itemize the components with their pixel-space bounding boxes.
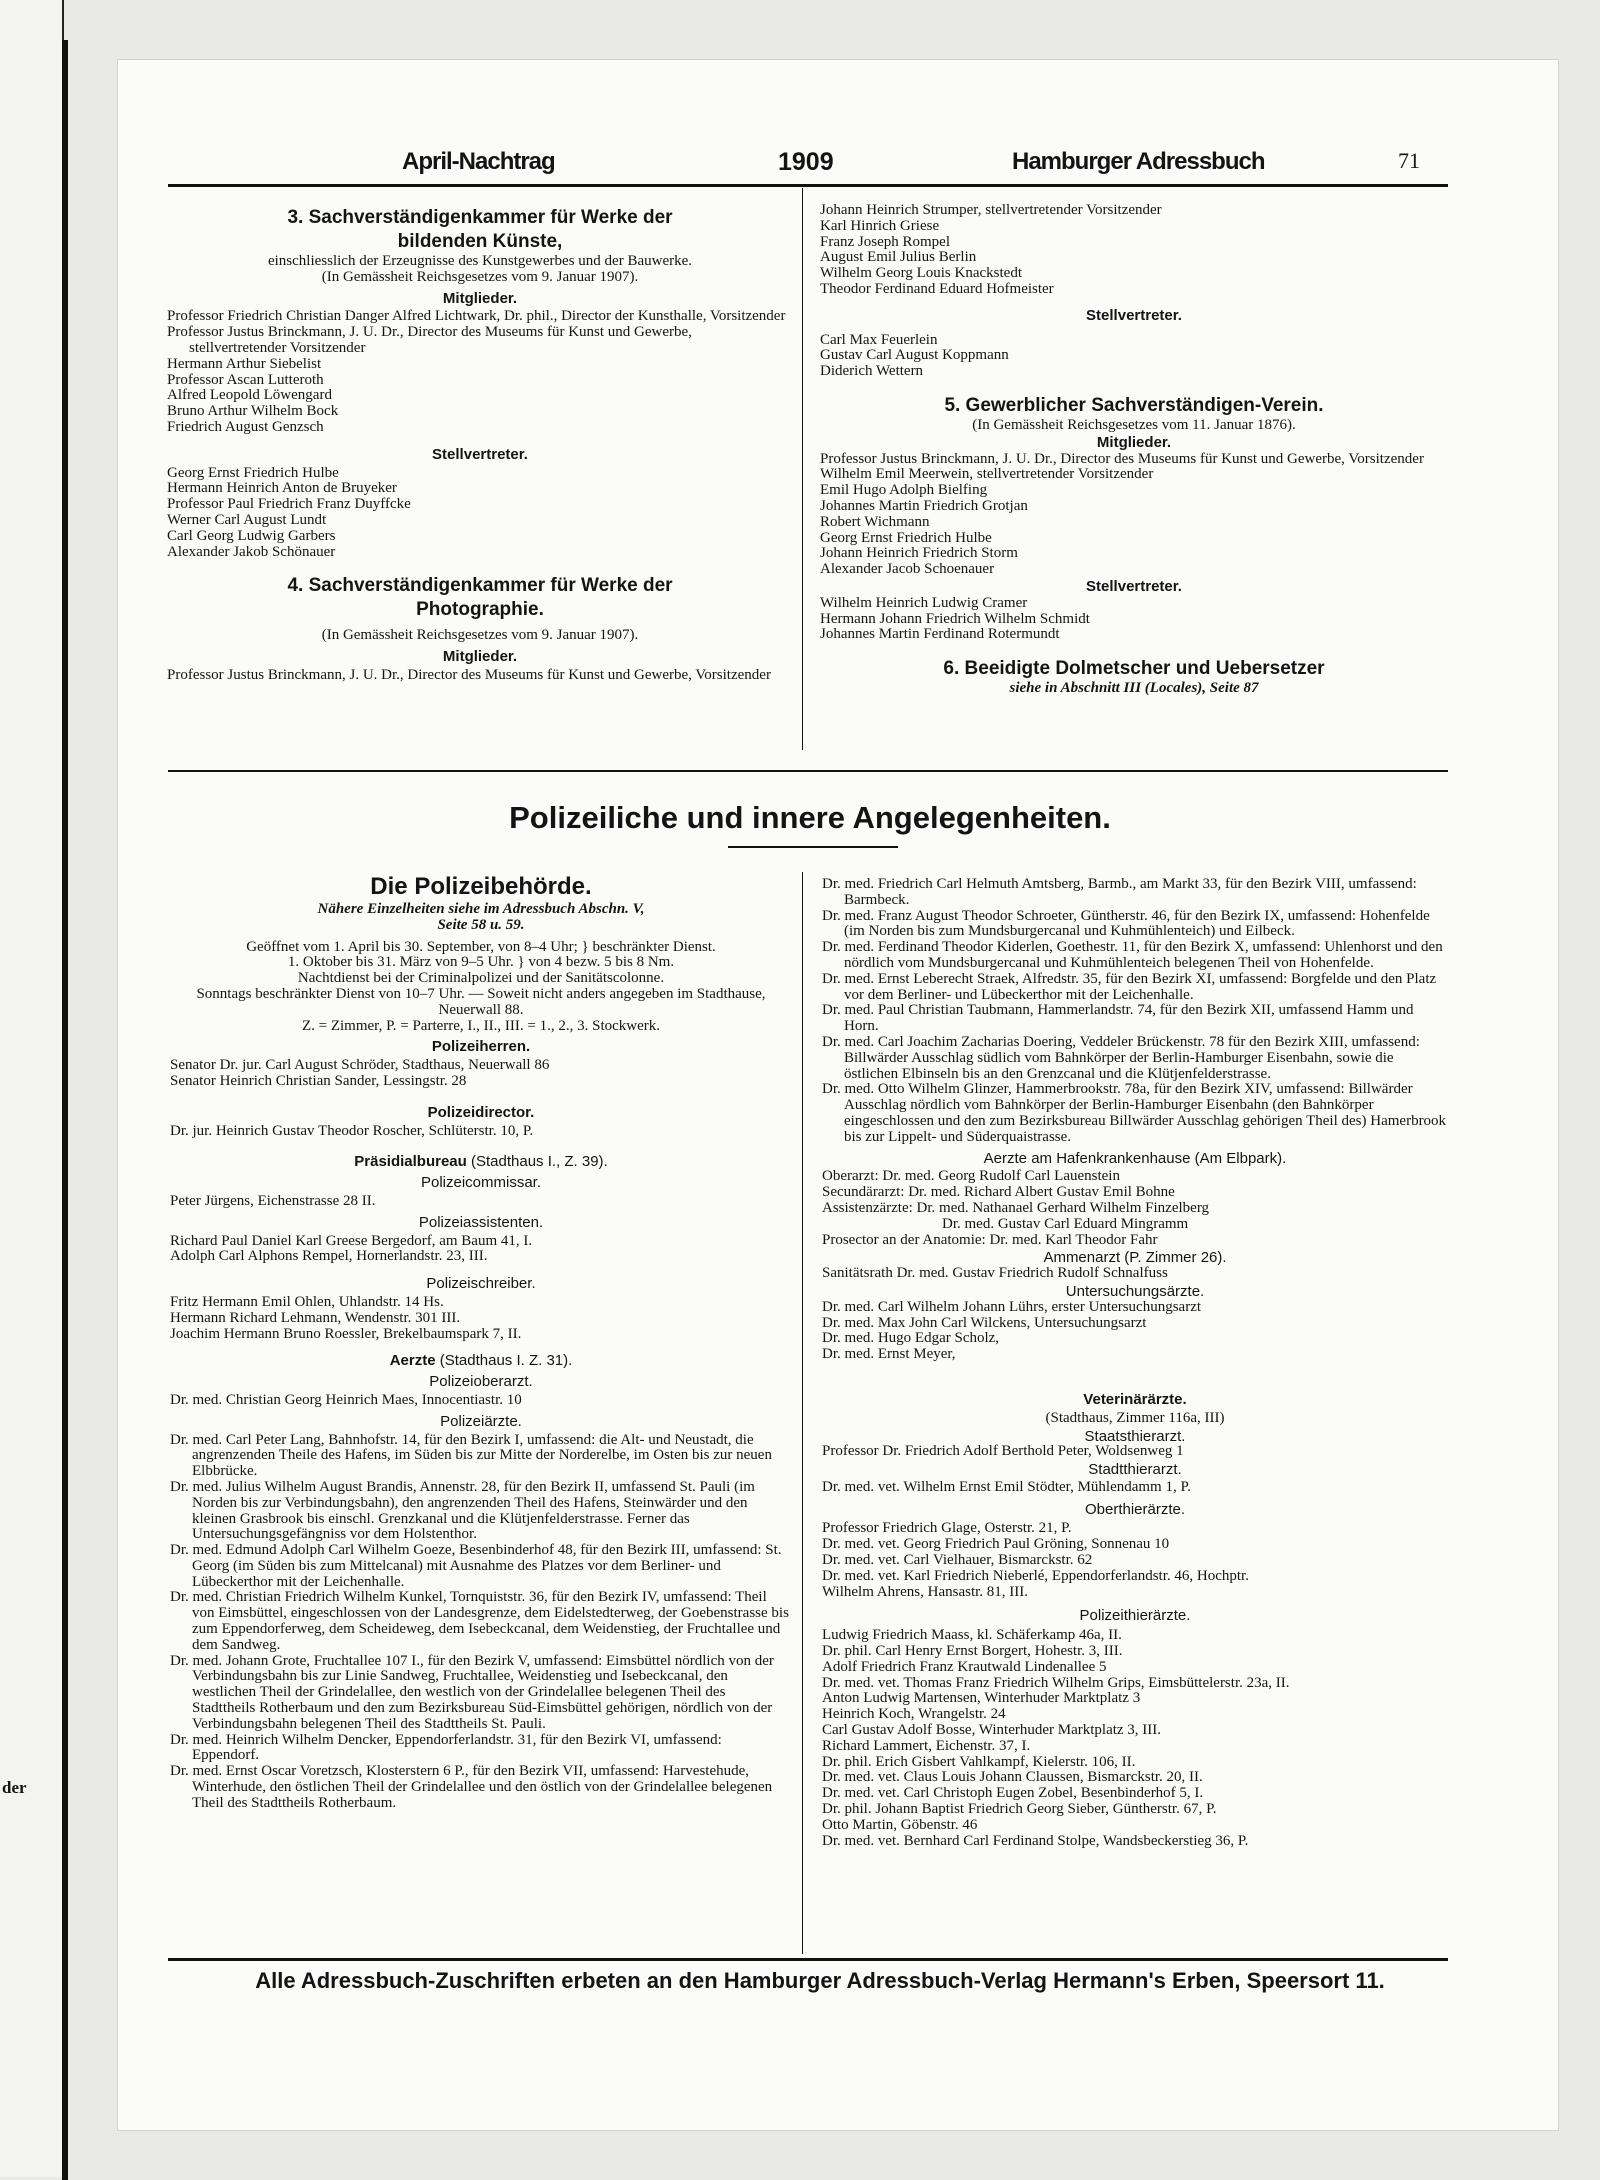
s3-member-cont: Franz Joseph Rompel	[820, 233, 950, 250]
title-underline	[728, 846, 898, 848]
footer-rule	[168, 1958, 1448, 1961]
column-rule-bottom	[802, 872, 803, 1954]
oberthierarzt: Wilhelm Ahrens, Hansastr. 81, III.	[822, 1583, 1029, 1600]
polizeithierarzt: Dr. phil. Carl Henry Ernst Borgert, Hohestr. 3, III.	[822, 1643, 1123, 1660]
header-left: April-Nachtrag	[402, 148, 555, 175]
polizeithierarzt: Otto Martin, Göbenstr. 46	[822, 1816, 978, 1833]
header-year: 1909	[778, 148, 834, 176]
s5-deputy: Hermann Johann Friedrich Wilhelm Schmidt	[820, 610, 1090, 627]
ammenarzt-note: (P. Zimmer 26).	[1124, 1249, 1227, 1267]
polizeithieraerzte-heading: Polizeithierärzte.	[1079, 1607, 1191, 1625]
footer-notice: Alle Adressbuch-Zuschriften erbeten an den Hamburger Adressbuch-Verlag Hermann's Erben, Speersort 11.	[255, 1968, 1385, 1993]
s5-member: Johannes Martin Friedrich Grotjan	[820, 497, 1028, 514]
staatsthierarzt-heading: Staatsthierarzt.	[1084, 1427, 1186, 1445]
praesidialbureau-note: (Stadthaus I., Z. 39).	[470, 1153, 608, 1171]
oberthierarzt: Professor Friedrich Glage, Osterstr. 21, P.	[822, 1520, 1072, 1537]
s6-ref: siehe in Abschnitt III (Locales), Seite 87	[1009, 680, 1259, 697]
polizeicommissar: Peter Jürgens, Eichenstrasse 28 II.	[170, 1192, 376, 1209]
oberthierarzt: Dr. med. vet. Karl Friedrich Nieberlé, Eppendorferlandstr. 46, Hochptr.	[822, 1567, 1249, 1584]
polizeithierarzt: Dr. phil. Erich Gisbert Vahlkampf, Kielerstr. 106, II.	[822, 1753, 1136, 1770]
polizeiassistenten-heading: Polizeiassistenten.	[418, 1213, 544, 1231]
ammenarzt-heading	[822, 1250, 1448, 1266]
polizeiarzt-entry: Dr. med. Johann Grote, Fruchtallee 107 I., für den Bezirk V, umfassend: Eimsbüttel nördlich von der Verbindungsbahn bis zur Linie Sandweg, Fruchtallee, Weidenstieg und Isebeckcanal, den westlichen Theil der Grindelallee, den westlich von der Grindelallee belegenen Theil des Stadttheils Rotherbaum und den zum Bezirksbureau Süd-Eimsbüttel gehörigen, nördlich von der Verbindungsbahn belegenen Theil des Stadttheils St. Pauli.	[170, 1652, 774, 1732]
hours-line: Geöffnet vom 1. April bis 30. September, von 8–4 Uhr; } beschränkter Dienst.	[246, 938, 716, 955]
polizeischreiber: Joachim Hermann Bruno Roessler, Brekelbaumspark 7, II.	[170, 1325, 522, 1342]
s3-deputy-cont: Diderich Wettern	[820, 363, 924, 380]
s3-member: Professor Justus Brinckmann, J. U. Dr., Director des Museums für Kunst und Gewerbe, stellvertretender Vorsitzender	[167, 324, 692, 356]
s3-member: Bruno Arthur Wilhelm Bock	[167, 403, 339, 420]
s3-deputy-cont: Carl Max Feuerlein	[820, 331, 938, 348]
s3-member-cont: Theodor Ferdinand Eduard Hofmeister	[820, 280, 1054, 297]
polizeischreiber: Hermann Richard Lehmann, Wendenstr. 301 III.	[170, 1309, 461, 1326]
s5-deputies-heading: Stellvertreter.	[1086, 577, 1182, 595]
section-rule	[168, 770, 1448, 772]
polizeithierarzt: Dr. med. vet. Bernhard Carl Ferdinand Stolpe, Wandsbeckerstieg 36, P.	[822, 1832, 1249, 1849]
s3-member: Hermann Arthur Siebelist	[167, 355, 322, 372]
s3-deputy: Georg Ernst Friedrich Hulbe	[167, 464, 339, 481]
polizeiherr: Senator Heinrich Christian Sander, Lessingstr. 28	[170, 1072, 467, 1089]
main-title: Polizeiliche und innere Angelegenheiten.	[509, 800, 1111, 835]
s4-members-heading: Mitglieder.	[442, 648, 518, 666]
header-right: Hamburger Adressbuch	[1012, 148, 1265, 175]
s5-note: (In Gemässheit Reichsgesetzes vom 11. Januar 1876).	[972, 416, 1296, 433]
s3-deputy-cont: Gustav Carl August Koppmann	[820, 347, 1009, 364]
polizeiaerzte-heading: Polizeiärzte.	[440, 1412, 522, 1430]
s5-deputy: Johannes Martin Ferdinand Rotermundt	[820, 626, 1060, 643]
polizeischreiber-heading: Polizeischreiber.	[426, 1275, 536, 1293]
polizeiarzt-entry: Dr. med. Otto Wilhelm Glinzer, Hammerbrookstr. 78a, für den Bezirk XIV, umfassend: Billwärder Ausschlag nördlich vom Bahnkörper der Berlin-Hamburger Eisenbahn (den Bahnkörper eingeschlossen und den zum Bezirksbureau Billwärder Ausschlag gehörigen Theil des) Hamerbrook bis zur Lippelt- und Süderquaistrasse.	[822, 1081, 1447, 1145]
s3-title-line2: bildenden Künste,	[397, 231, 563, 252]
s5-member: Professor Justus Brinckmann, J. U. Dr., Director des Museums für Kunst und Gewerbe, Vorsitzender	[820, 450, 1424, 467]
s5-deputy: Wilhelm Heinrich Ludwig Cramer	[820, 594, 1028, 611]
s5-member: Robert Wichmann	[820, 513, 930, 530]
s5-member: Johann Heinrich Friedrich Storm	[820, 545, 1018, 562]
polizeiarzt-entry: Dr. med. Ernst Leberecht Straek, Alfredstr. 35, für den Bezirk XI, umfassend: Borgfelde und den Platz vor dem Berliner- und Lübeckerthor mit der Leichenhalle.	[822, 970, 1437, 1003]
polizeiarzt-entry: Dr. med. Franz August Theodor Schroeter, Güntherstr. 46, für den Bezirk IX, umfassend: Hohenfelde (im Norden bis zum Mundsburgercanal und Kuhmühlenteich) und Eilbeck.	[822, 907, 1430, 940]
s3-member-cont: Karl Hinrich Griese	[820, 217, 940, 234]
header-rule	[168, 184, 1448, 187]
oberthierarzt: Dr. med. vet. Carl Vielhauer, Bismarckstr. 62	[822, 1552, 1093, 1569]
s4-title-line1: 4. Sachverständigenkammer für Werke der	[287, 575, 673, 597]
top-left-column	[167, 206, 793, 684]
s3-member: Professor Ascan Lutteroth	[167, 371, 324, 388]
s3-note1: einschliesslich der Erzeugnisse des Kunstgewerbes und der Bauwerke.	[267, 253, 693, 269]
polizeioberarzt: Dr. med. Christian Georg Heinrich Maes, Innocentiastr. 10	[170, 1391, 522, 1408]
polizeiarzt-entry: Dr. med. Heinrich Wilhelm Dencker, Eppendorferlandstr. 31, für den Bezirk VI, umfassend: Eppendorf.	[170, 1731, 722, 1764]
s5-member: Wilhelm Emil Meerwein, stellvertretender Vorsitzender	[820, 466, 1154, 483]
police-ref1: Nähere Einzelheiten siehe im Adressbuch Abschn. V,	[317, 901, 645, 917]
s3-member-cont: Johann Heinrich Strumper, stellvertretender Vorsitzender	[820, 202, 1162, 218]
polizeidirector-heading: Polizeidirector.	[427, 1103, 535, 1121]
untersuchungsarzt: Dr. med. Carl Wilhelm Johann Lührs, erster Untersuchungsarzt	[822, 1298, 1202, 1315]
police-ref2: Seite 58 u. 59.	[437, 916, 525, 933]
polizeidirector: Dr. jur. Heinrich Gustav Theodor Roscher, Schlüterstr. 10, P.	[170, 1122, 534, 1139]
polizeithierarzt: Dr. med. vet. Thomas Franz Friedrich Wilhelm Grips, Eimsbüttelerstr. 23a, II.	[822, 1674, 1290, 1691]
s3-deputies-heading: Stellvertreter.	[432, 445, 528, 463]
s5-member: Emil Hugo Adolph Bielfing	[820, 482, 988, 499]
s5-title: 5. Gewerblicher Sachverständigen-Verein.	[944, 394, 1324, 416]
veterinaer-note: (Stadthaus, Zimmer 116a, III)	[1045, 1409, 1225, 1426]
polizeiarzt-entry: Dr. med. Ferdinand Theodor Kiderlen, Goethestr. 11, für den Bezirk X, umfassend: Uhlenhorst und den nördlich vom Mundsburgercanal und Kuhmühlenteich belegenen Theil von Hohenfelde.	[822, 939, 1443, 971]
untersuchungsarzt: Dr. med. Ernst Meyer,	[822, 1346, 956, 1363]
polizeithierarzt: Adolf Friedrich Franz Krautwald Lindenallee 5	[822, 1658, 1107, 1675]
s5-members-heading: Mitglieder.	[1096, 433, 1172, 451]
aerzte-heading	[170, 1353, 792, 1369]
praesidialbureau-heading	[170, 1154, 792, 1170]
s3-deputy: Werner Carl August Lundt	[167, 511, 327, 528]
facing-page-edge	[0, 0, 64, 2177]
polizeiherren-heading: Polizeiherren.	[431, 1038, 531, 1056]
s4-note: (In Gemässheit Reichsgesetzes vom 9. Januar 1907).	[321, 627, 639, 644]
top-right-column	[820, 203, 1448, 697]
hafen-arzt: Secundärarzt: Dr. med. Richard Albert Gustav Emil Bohne	[822, 1184, 1175, 1201]
hafen-arzt: Assistenzärzte: Dr. med. Nathanael Gerhard Wilhelm Finzelberg	[822, 1199, 1210, 1216]
untersuchungsarzt: Dr. med. Max John Carl Wilckens, Untersuchungsarzt	[822, 1314, 1147, 1331]
s5-member: Georg Ernst Friedrich Hulbe	[820, 529, 992, 546]
s4-title-line2: Photographie.	[416, 599, 544, 621]
s6-title: 6. Beeidigte Dolmetscher und Uebersetzer	[943, 658, 1325, 680]
polizeiarzt-entry: Dr. med. Ernst Oscar Voretzsch, Klosterstern 6 P., für den Bezirk VII, umfassend: Harvestehude, Winterhude, den östlichen Theil der Grindelallee und den östlich von der Grindelallee belegenen Theil des Stadttheils Rotherbaum.	[170, 1763, 773, 1811]
polizeiassistent: Adolph Carl Alphons Rempel, Hornerlandstr. 23, III.	[170, 1248, 488, 1265]
polizeiarzt-entry: Dr. med. Paul Christian Taubmann, Hammerlandstr. 74, für den Bezirk XII, umfassend Hamm und Horn.	[822, 1002, 1414, 1035]
s3-member-cont: Wilhelm Georg Louis Knackstedt	[820, 265, 1022, 282]
hours-line: Z. = Zimmer, P. = Parterre, I., II., III. = 1., 2., 3. Stockwerk.	[301, 1017, 661, 1034]
polizeiarzt-entry: Dr. med. Julius Wilhelm August Brandis, Annenstr. 28, für den Bezirk II, umfassend St. Pauli (im Norden bis zur Verbindungsbahn), den angrenzenden Theil des Hafens, Steinwärder und den kleinen Grasbrook bis einschl. Grenzkanal und die Klütjenfelderstrasse. Ferner das Untersuchungsgefängniss vor dem Holstenthor.	[170, 1478, 755, 1543]
stadtthierarzt-heading: Stadtthierarzt.	[1088, 1461, 1182, 1479]
hours-line: Nachtdienst bei der Criminalpolizei und der Sanitätscolonne.	[297, 970, 665, 987]
oberthierarzt: Dr. med. vet. Georg Friedrich Paul Gröning, Sonnenau 10	[822, 1536, 1170, 1553]
oberthieraerzte-heading: Oberthierärzte.	[1084, 1500, 1186, 1518]
s3-title-line1: 3. Sachverständigenkammer für Werke der	[287, 207, 673, 228]
polizeiarzt-entry: Dr. med. Christian Friedrich Wilhelm Kunkel, Tornquiststr. 36, für den Bezirk IV, umfassend: Theil von Eimsbüttel, eingeschlossen von der Landesgrenze, dem Eidelstedterweg, der Goebenstrasse bis zum Eppendorferweg, dem Scheideweg, dem Isebeckcanal, dem Weidenstieg, der Fruchtallee und dem Sandweg.	[170, 1589, 789, 1653]
police-title: Die Polizeibehörde.	[370, 873, 592, 900]
veterinaeraerzte-heading: Veterinärärzte.	[1083, 1390, 1187, 1408]
page-number: 71	[1398, 148, 1420, 173]
s3-deputy: Hermann Heinrich Anton de Bruyeker	[167, 480, 397, 497]
staatsthierarzt: Professor Dr. Friedrich Adolf Berthold Peter, Woldsenweg 1	[822, 1443, 1184, 1460]
polizeithierarzt: Dr. phil. Johann Baptist Friedrich Georg Sieber, Güntherstr. 67, P.	[822, 1801, 1217, 1818]
polizeithierarzt: Richard Lammert, Eichenstr. 37, I.	[822, 1737, 1031, 1754]
running-header	[170, 148, 1450, 184]
s3-member-cont: August Emil Julius Berlin	[820, 249, 977, 266]
margin-fragment: der	[2, 1778, 27, 1797]
s3-members-heading: Mitglieder.	[442, 289, 518, 307]
polizeiherr: Senator Dr. jur. Carl August Schröder, Stadthaus, Neuerwall 86	[170, 1057, 550, 1074]
stadtthierarzt: Dr. med. vet. Wilhelm Ernst Emil Stödter, Mühlendamm 1, P.	[822, 1478, 1191, 1495]
s3-member: Professor Friedrich Christian Danger Alfred Lichtwark, Dr. phil., Director der Kunsthalle, Vorsitzender	[167, 308, 786, 325]
polizeithierarzt: Dr. med. vet. Carl Christoph Eugen Zobel, Besenbinderhof 5, I.	[822, 1785, 1204, 1802]
untersuchungsaerzte-heading: Untersuchungsärzte.	[1065, 1282, 1205, 1300]
polizeiassistent: Richard Paul Daniel Karl Greese Bergedorf, am Baum 41, I.	[170, 1232, 533, 1249]
untersuchungsarzt: Dr. med. Hugo Edgar Scholz,	[822, 1330, 1000, 1347]
hafen-arzt: Prosector an der Anatomie: Dr. med. Karl Theodor Fahr	[822, 1231, 1158, 1248]
polizeithierarzt: Ludwig Friedrich Maass, kl. Schäferkamp 46a, II.	[822, 1627, 1122, 1644]
police-left-column	[170, 872, 792, 1812]
s3-deputy: Carl Georg Ludwig Garbers	[167, 527, 336, 544]
polizeiarzt-entry: Dr. med. Friedrich Carl Helmuth Amtsberg, Barmb., am Markt 33, für den Bezirk VIII, umfassend: Barmbeck.	[822, 876, 1417, 908]
ammenarzt-label: Ammenarzt	[1043, 1249, 1121, 1267]
polizeiarzt-entry: Dr. med. Edmund Adolph Carl Wilhelm Goeze, Besenbinderhof 48, für den Bezirk III, umfassend: St. Georg (im Süden bis zum Mittelcanal) mit Ausnahme des Platzes vor dem Berliner- und Lübeckerthor mit der Leichenhalle.	[170, 1542, 782, 1590]
polizeithierarzt: Dr. med. vet. Claus Louis Johann Claussen, Bismarckstr. 20, II.	[822, 1769, 1203, 1786]
polizeithierarzt: Anton Ludwig Martensen, Winterhuder Marktplatz 3	[822, 1690, 1141, 1707]
praesidialbureau-label: Präsidialbureau	[354, 1153, 467, 1171]
hafen-arzt: Dr. med. Gustav Carl Eduard Mingramm	[942, 1215, 1189, 1232]
s3-note2: (In Gemässheit Reichsgesetzes vom 9. Januar 1907).	[321, 268, 639, 285]
polizeiarzt-entry: Dr. med. Carl Peter Lang, Bahnhofstr. 14, für den Bezirk I, umfassend: die Alt- und Neustadt, die angrenzenden Theile des Hafens, im Süden bis zur Mitte der Norderelbe, im Osten bis zur neuen Elbbrücke.	[170, 1431, 772, 1480]
polizeithierarzt: Carl Gustav Adolf Bosse, Winterhuder Marktplatz 3, III.	[822, 1722, 1162, 1739]
polizeiarzt-entry: Dr. med. Carl Joachim Zacharias Doering, Veddeler Brückenstr. 78 für den Bezirk XIII, umfassend: Billwärder Ausschlag südlich vom Bahnkörper der Berlin-Hamburger Eisenbahn, sowie die östlichen Elbinseln bis an den Grenzcanal und die Klütjenfelderstrasse.	[822, 1033, 1420, 1082]
s3-deputy: Professor Paul Friedrich Franz Duyffcke	[167, 496, 411, 513]
polizeioberarzt-heading: Polizeioberarzt.	[429, 1373, 533, 1391]
hours-line: Sonntags beschränkter Dienst von 10–7 Uhr. — Soweit nicht anders angegeben im Stadthause, Neuerwall 88.	[196, 985, 766, 1018]
aerzte-note: (Stadthaus I. Z. 31).	[439, 1352, 573, 1370]
s3-member: Alfred Leopold Löwengard	[167, 387, 332, 404]
hafen-arzt: Oberarzt: Dr. med. Georg Rudolf Carl Lauenstein	[822, 1168, 1120, 1185]
aerzte-label: Aerzte	[389, 1352, 436, 1370]
polizeischreiber: Fritz Hermann Emil Ohlen, Uhlandstr. 14 Hs.	[170, 1293, 444, 1310]
s3-deputy: Alexander Jakob Schönauer	[167, 543, 336, 560]
s3-member: Friedrich August Genzsch	[167, 418, 324, 435]
hafenkrankenhaus-heading: Aerzte am Hafenkrankenhause (Am Elbpark).	[983, 1149, 1287, 1167]
polizeicommissar-heading: Polizeicommissar.	[420, 1174, 542, 1192]
s4-member: Professor Justus Brinckmann, J. U. Dr., Director des Museums für Kunst und Gewerbe, Vorsitzender	[167, 666, 771, 683]
polizeithierarzt: Heinrich Koch, Wrangelstr. 24	[822, 1706, 1006, 1723]
ammenarzt: Sanitätsrath Dr. med. Gustav Friedrich Rudolf Schnalfuss	[822, 1265, 1168, 1282]
binding-shadow	[62, 40, 68, 2180]
hours-line: 1. Oktober bis 31. März von 9–5 Uhr. } von 4 bezw. 5 bis 8 Nm.	[287, 954, 675, 971]
s3-deputies-heading-cont: Stellvertreter.	[1086, 306, 1182, 324]
police-right-column	[822, 877, 1448, 1849]
column-rule-top	[802, 188, 803, 750]
s5-member: Alexander Jacob Schoenauer	[820, 561, 995, 578]
